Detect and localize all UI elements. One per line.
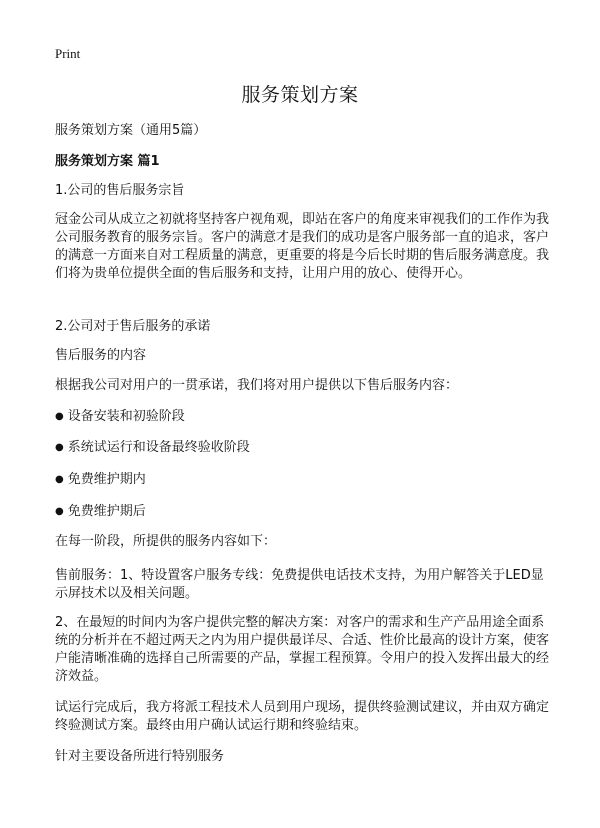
trial-paragraph: 试运行完成后，我方将派工程技术人员到用户现场，提供终验测试建议，并由双方确定终验测试方案。最终由用户确认试运行期和终验结束。 [55,700,550,733]
item2-heading: 2.公司对于售后服务的承诺 [55,319,211,334]
page-title: 服务策划方案 [241,84,359,106]
section-heading: 服务策划方案 篇1 [55,154,160,169]
content-heading: 售后服务的内容 [55,348,147,363]
stage-intro: 在每一阶段，所提供的服务内容如下： [55,534,277,549]
list-item: ● 系统试运行和设备最终验收阶段 [55,439,553,458]
solution-paragraph: 2、在最短的时间内为客户提供完整的解决方案：对客户的需求和生产产品用途全面系统的分析并在不超过两天之内为用户提供最详尽、合适、性价比最高的设计方案，使客户能清晰准确的选择自己所需要的产品，掌握工程预算。令用户的投入发挥出最大的经济效益。 [55,615,550,684]
paragraph-service-purpose: 冠金公司从成立之初就将坚持客户视角观，即站在客户的角度来审视我们的工作作为我公司服务教育的服务宗旨。客户的满意才是我们的成功是客户服务部一直的追求，客户的满意一方面来自对工程质量的满意，更重要的将是今后长时期的售后服务满意度。我们将为贵单位提供全面的售后服务和支持，让用户用的放心、使得开心。 [55,212,550,281]
list-item: ● 设备安装和初验阶段 [55,408,553,427]
list-item: ● 免费维护期内 [55,471,553,490]
special-service-heading: 针对主要设备所进行特别服务 [55,749,225,764]
print-link[interactable]: Print [55,46,81,61]
item1-heading: 1.公司的售后服务宗旨 [55,183,185,198]
list-item: ● 免费维护期后 [55,503,553,522]
presale-paragraph: 售前服务：1、特设置客户服务专线：免费提供电话技术支持，为用户解答关于LED显示屏技术以及相关问题。 [55,568,544,601]
intro-paragraph: 根据我公司对用户的一贯承诺，我们将对用户提供以下售后服务内容： [55,378,459,393]
document-subtitle: 服务策划方案（通用5篇） [55,123,207,138]
